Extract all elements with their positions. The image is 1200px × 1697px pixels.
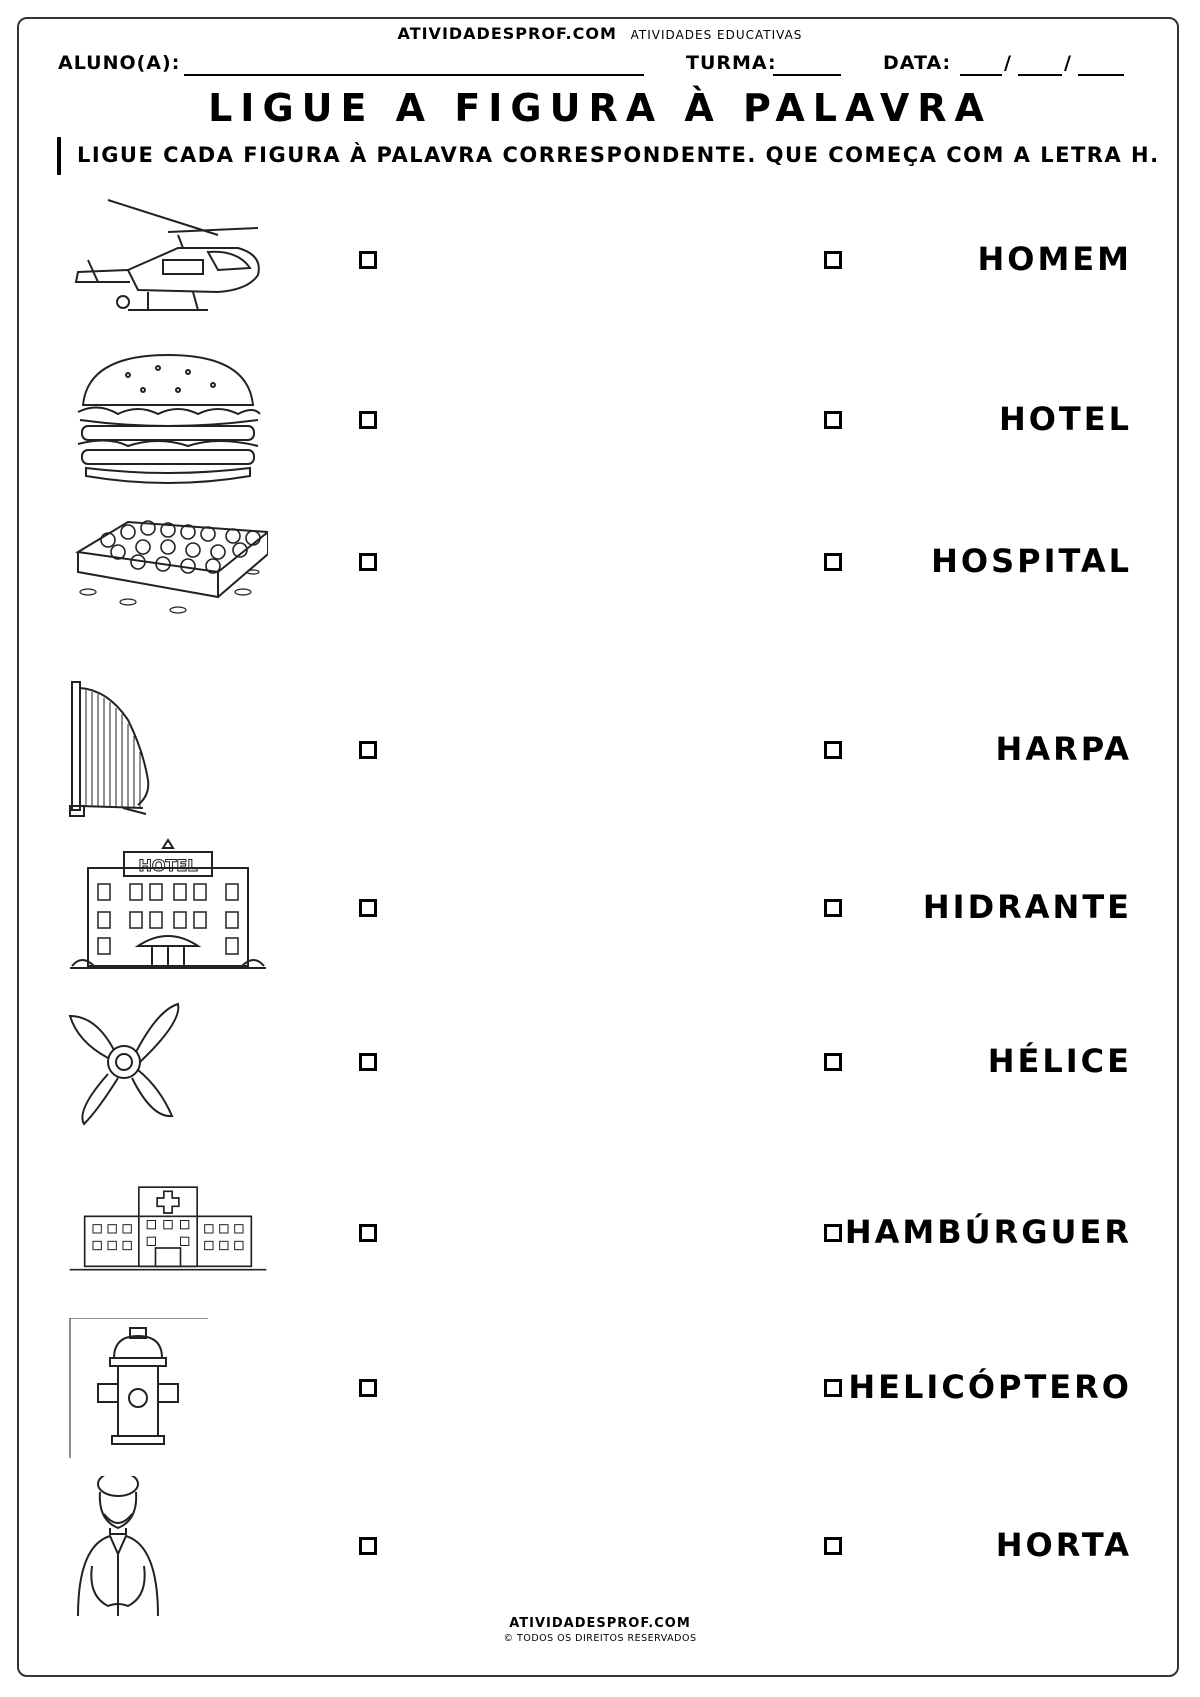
match-row: [0, 350, 1200, 490]
student-info-row: [58, 50, 1148, 78]
class-label: TURMA:: [686, 52, 777, 74]
word-label: HORTA: [995, 1526, 1132, 1564]
word-label: HELICÓPTERO: [848, 1368, 1132, 1406]
date-slash-1: /: [1004, 52, 1012, 74]
vegetable-garden-picture: [68, 492, 268, 632]
date-month-line[interactable]: [1018, 74, 1062, 76]
match-row: [0, 992, 1200, 1132]
hotel-picture: [68, 838, 268, 978]
word-checkbox[interactable]: [824, 553, 842, 571]
word-label: HOMEM: [977, 240, 1132, 278]
date-day-line[interactable]: [960, 74, 1002, 76]
picture-checkbox[interactable]: [359, 553, 377, 571]
date-slash-2: /: [1064, 52, 1072, 74]
picture-checkbox[interactable]: [359, 251, 377, 269]
page-footer: [0, 1616, 1200, 1644]
word-checkbox[interactable]: [824, 411, 842, 429]
instruction-text: LIGUE CADA FIGURA À PALAVRA CORRESPONDENTE. QUE COMEÇA COM A LETRA H.: [77, 143, 1160, 167]
word-checkbox[interactable]: [824, 251, 842, 269]
picture-checkbox[interactable]: [359, 899, 377, 917]
picture-checkbox[interactable]: [359, 1379, 377, 1397]
word-label: HIDRANTE: [922, 888, 1132, 926]
site-subtitle: ATIVIDADES EDUCATIVAS: [630, 28, 803, 42]
match-row: [0, 1476, 1200, 1616]
hospital-picture: [68, 1163, 268, 1303]
class-line[interactable]: [773, 74, 841, 76]
word-label: HOTEL: [998, 400, 1132, 438]
picture-checkbox[interactable]: [359, 411, 377, 429]
site-header: [0, 24, 1200, 43]
hamburger-picture: [68, 350, 268, 490]
word-checkbox[interactable]: [824, 741, 842, 759]
picture-checkbox[interactable]: [359, 1224, 377, 1242]
student-name-line[interactable]: [184, 74, 644, 76]
harp-picture: [68, 680, 268, 820]
hotel-sign-text: HOTEL: [138, 856, 198, 875]
date-year-line[interactable]: [1078, 74, 1124, 76]
word-label: HARPA: [995, 730, 1132, 768]
word-checkbox[interactable]: [824, 899, 842, 917]
picture-checkbox[interactable]: [359, 741, 377, 759]
match-row: [0, 1163, 1200, 1303]
propeller-picture: [68, 992, 268, 1132]
instruction-bar: [57, 137, 61, 175]
match-row: [0, 1318, 1200, 1458]
helicopter-picture: [68, 190, 268, 330]
footer-site: ATIVIDADESPROF.COM: [509, 1616, 691, 1631]
match-row: [0, 190, 1200, 330]
match-row: [0, 492, 1200, 632]
word-label: HOSPITAL: [931, 542, 1132, 580]
footer-copyright: © TODOS OS DIREITOS RESERVADOS: [503, 1633, 697, 1644]
hydrant-picture: [68, 1318, 268, 1458]
picture-checkbox[interactable]: [359, 1053, 377, 1071]
word-label: HAMBÚRGUER: [844, 1213, 1132, 1251]
word-checkbox[interactable]: [824, 1537, 842, 1555]
date-label: DATA:: [883, 52, 952, 74]
match-row: [0, 680, 1200, 820]
picture-checkbox[interactable]: [359, 1537, 377, 1555]
student-label: ALUNO(A):: [58, 52, 181, 74]
man-picture: [68, 1476, 268, 1616]
page-title: LIGUE A FIGURA À PALAVRA: [208, 86, 992, 130]
word-checkbox[interactable]: [824, 1224, 842, 1242]
word-checkbox[interactable]: [824, 1053, 842, 1071]
site-name: ATIVIDADESPROF.COM: [397, 24, 617, 43]
word-label: HÉLICE: [987, 1042, 1132, 1080]
match-row: [0, 838, 1200, 978]
word-checkbox[interactable]: [824, 1379, 842, 1397]
